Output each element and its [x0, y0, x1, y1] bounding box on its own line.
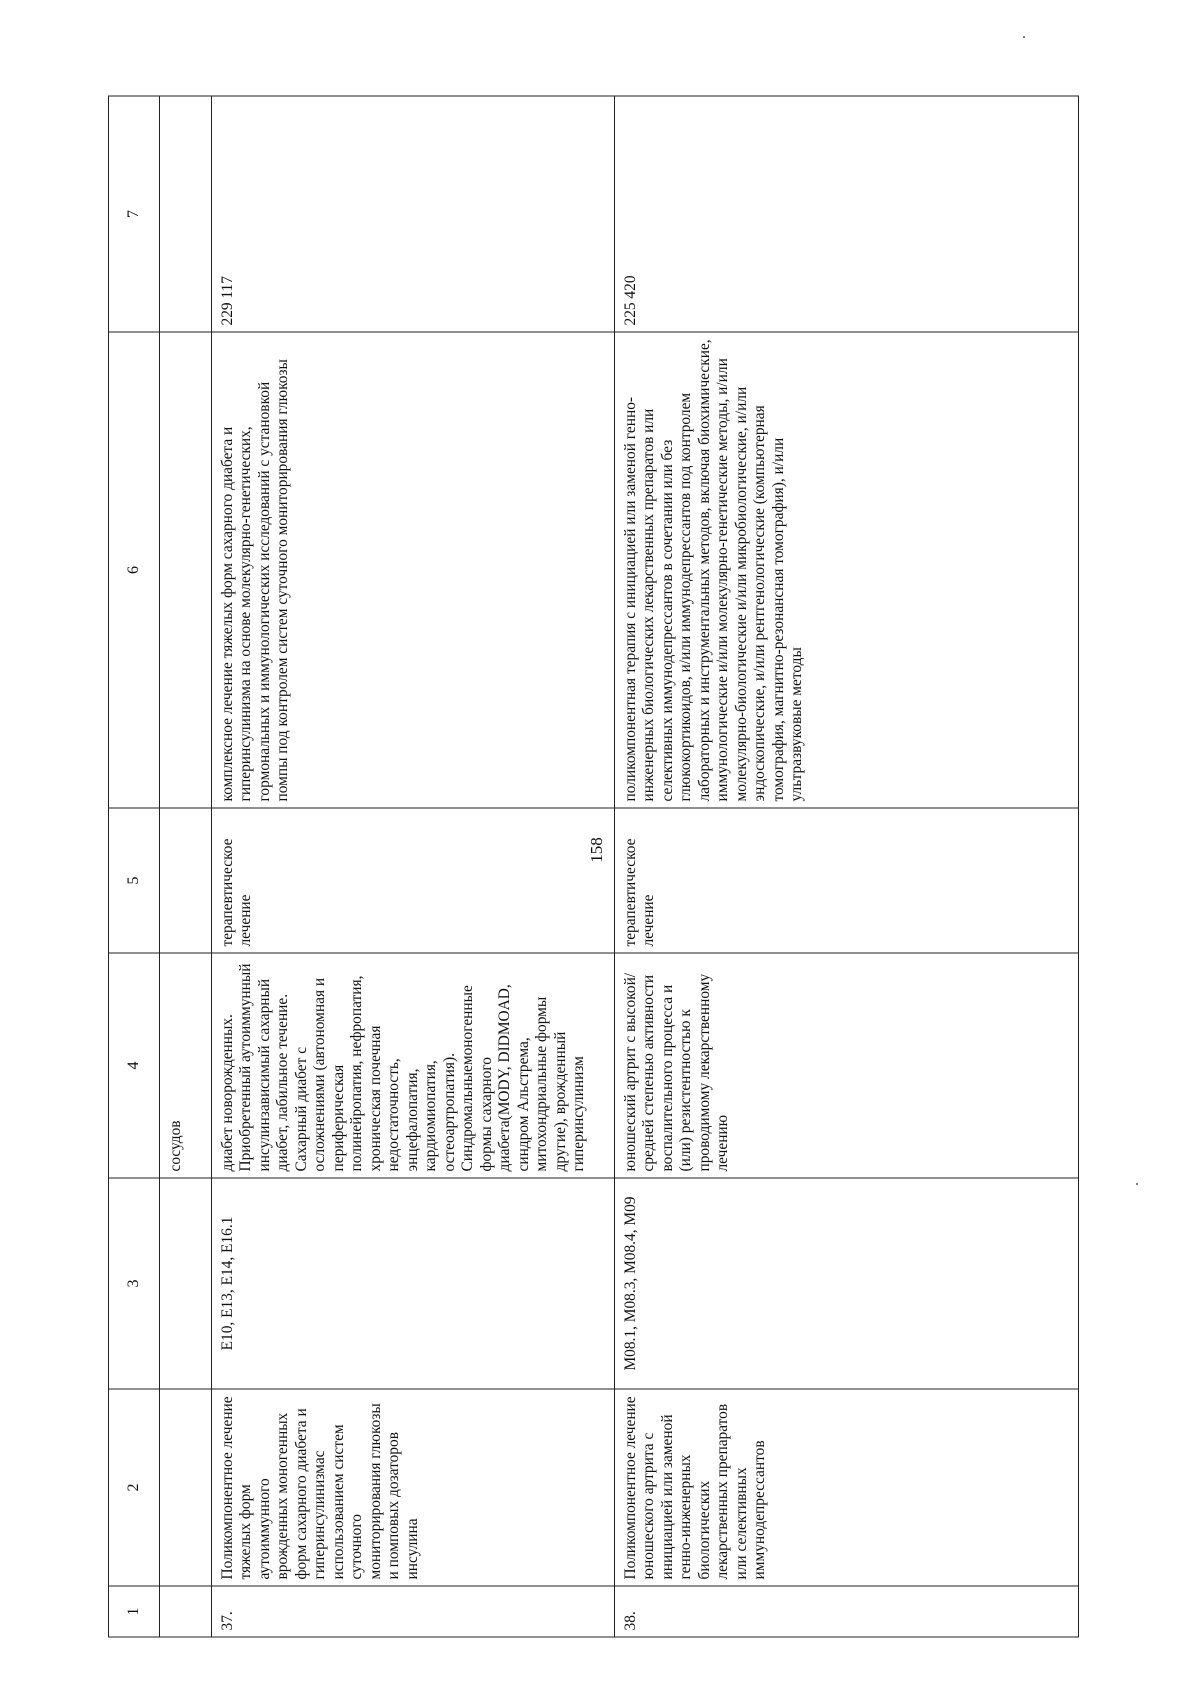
- treatment-type-cell: терапевтическое лечение: [615, 808, 1079, 953]
- icd-codes-cell: M08.1, M08.3, M08.4, M09: [615, 1178, 1079, 1389]
- table-cell: [160, 808, 212, 953]
- table-row: [615, 96, 1079, 1637]
- treatment-method-cell: поликомпонентная терапия с инициацией или заменой генно-инженерных биологических лекарственных препаратов или селективных иммунодепрессантов в сочетании или без глюкокортикоидов, и/или иммунодепрессантов под контролем лабораторных и инструментальных методов, включая биохимические, иммунологические и/или молекулярно-генетические методы, и/или молекулярно-биологические и/или микробиологические, и/или эндоскопические, и/или рентгенологические (компьютерная томография, магнитно-резонансная томография), и/или ультразвуковые методы: [615, 332, 1079, 808]
- diagnosis-cell: диабет новорожденных. Приобретенный аутоиммунный инсулинзависимый сахарный диабет, лабильное течение. Сахарный диабет с осложнениями (автономная и периферическая полинейропатия, нефропатия, хроническая почечная недостаточность, энцефалопатия, кардиомиопатия, остеоартропатия). Синдромальныемоногенные формы сахарного диабета(MODY, DIDMOAD, синдром Альстрема, митохондриальные формы другие), врожденный гиперинсулинизм: [212, 953, 615, 1178]
- column-number-row: [109, 96, 160, 1637]
- cost-cell: 229 117: [212, 96, 615, 332]
- treatment-type-cell: терапевтическое лечение: [212, 808, 615, 953]
- rotated-table-container: [108, 96, 1078, 1637]
- diagnosis-cell: юношеский артрит с высокой/средней степенью активности воспалительного процесса и (или) резистентностью к проводимому лекарственному лечению: [615, 953, 1079, 1178]
- column-number: 4: [109, 953, 160, 1178]
- table-row: [212, 96, 615, 1637]
- service-name-cell: Поликомпонентное лечение юношеского артрита с инициацией или заменой генно-инженерных биологических лекарственных препаратов или селективных иммунодепрессантов: [615, 1389, 1079, 1586]
- table-cell: [160, 1178, 212, 1389]
- page-number: 158: [587, 837, 606, 863]
- services-table: [108, 95, 1079, 1637]
- scan-speck: [1023, 36, 1025, 38]
- row-index-cell: 38.: [615, 1586, 1079, 1637]
- table-cell: [160, 1586, 212, 1637]
- treatment-method-cell: комплексное лечение тяжелых форм сахарного диабета и гиперинсулинизма на основе молекулярно-генетических, гормональных и иммунологических исследований с установкой помпы под контролем систем суточного мониторирования глюкозы: [212, 332, 615, 808]
- service-name-cell: Поликомпонентное лечение тяжелых форм аутоиммунного врожденных моногенных форм сахарного диабета и гиперинсулинизмас использованием систем суточного мониторирования глюкозы и помповых дозаторов инсулина: [212, 1389, 615, 1586]
- scan-speck: [1136, 1183, 1138, 1185]
- icd-codes-cell: E10, E13, E14, E16.1: [212, 1178, 615, 1389]
- column-number: 1: [109, 1586, 160, 1637]
- row-index-cell: 37.: [212, 1586, 615, 1637]
- column-number: 3: [109, 1178, 160, 1389]
- table-cell: [160, 1389, 212, 1586]
- table-cell: [160, 332, 212, 808]
- column-number: 6: [109, 332, 160, 808]
- column-number: 7: [109, 96, 160, 332]
- continuation-row: [160, 96, 212, 1637]
- column-number: 5: [109, 808, 160, 953]
- continuation-diagnosis-cell: сосудов: [160, 953, 212, 1178]
- cost-cell: 225 420: [615, 96, 1079, 332]
- column-number: 2: [109, 1389, 160, 1586]
- table-cell: [160, 96, 212, 332]
